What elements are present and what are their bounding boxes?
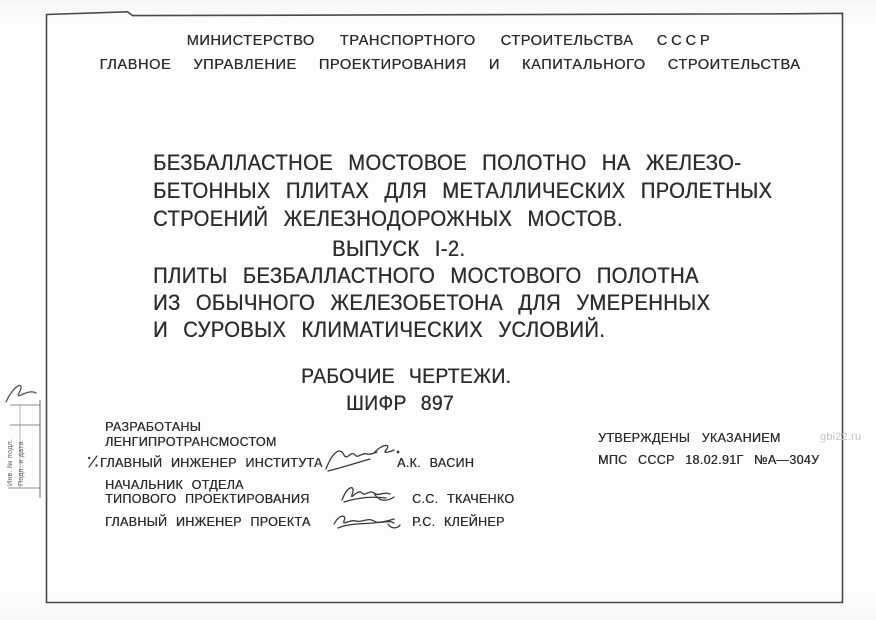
- ministry-suffix: СССР: [656, 32, 714, 49]
- title-line-3: СТРОЕНИЙ ЖЕЛЕЗНОДОРОЖНЫХ МОСТОВ.: [153, 206, 623, 231]
- approved-line-2: МПС СССР 18.02.91Г №А—304У: [598, 452, 820, 467]
- subtitle-line-1: ПЛИТЫ БЕЗБАЛЛАСТНОГО МОСТОВОГО ПОЛОТНА: [153, 263, 699, 288]
- issue-line: ВЫПУСК I-2.: [332, 236, 466, 261]
- margin-stamp-label-2: Подп. и дата: [18, 441, 25, 486]
- role-department-head-1: НАЧАЛЬНИК ОТДЕЛА: [105, 477, 244, 492]
- title-line-1: БЕЗБАЛЛАСТНОЕ МОСТОВОЕ ПОЛОТНО НА ЖЕЛЕЗО-: [153, 150, 742, 175]
- name-kleiner: Р.С. КЛЕЙНЕР: [412, 514, 505, 529]
- cipher-line: ШИФР 897: [346, 392, 454, 415]
- kleiner-signature: [330, 508, 404, 534]
- name-vasin: А.К. ВАСИН: [397, 455, 475, 470]
- directorate-text: ГЛАВНОЕ УПРАВЛЕНИЕ ПРОЕКТИРОВАНИЯ И КАПИТАЛЬНОГО СТРОИТЕЛЬСТВА: [99, 56, 801, 73]
- ministry-line: [62, 32, 838, 49]
- subtitle-line-2: ИЗ ОБЫЧНОГО ЖЕЛЕЗОБЕТОНА ДЛЯ УМЕРЕННЫХ: [153, 290, 711, 315]
- role-department-head-2: ТИПОВОГО ПРОЕКТИРОВАНИЯ: [105, 491, 310, 506]
- site-watermark: gbi22.ru: [820, 431, 862, 443]
- role-chief-project-engineer: ГЛАВНЫЙ ИНЖЕНЕР ПРОЕКТА: [105, 514, 311, 529]
- role-chief-engineer-institute: ГЛАВНЫЙ ИНЖЕНЕР ИНСТИТУТА: [100, 455, 323, 470]
- title-line-2: БЕТОННЫХ ПЛИТАХ ДЛЯ МЕТАЛЛИЧЕСКИХ ПРОЛЕТНЫХ: [153, 178, 773, 203]
- approved-line-1: УТВЕРЖДЕНЫ УКАЗАНИЕМ: [598, 430, 781, 445]
- name-tkachenko: С.С. ТКАЧЕНКО: [412, 491, 515, 506]
- margin-stamp-label-1: Инв. № подл.: [7, 438, 14, 486]
- check-mark-icon: [86, 454, 100, 470]
- subtitle-line-3: И СУРОВЫХ КЛИМАТИЧЕСКИХ УСЛОВИЙ.: [153, 317, 606, 342]
- ministry-text: МИНИСТЕРСТВО ТРАНСПОРТНОГО СТРОИТЕЛЬСТВА: [186, 32, 634, 49]
- directorate-line: [62, 56, 838, 73]
- margin-stamp: [0, 380, 46, 505]
- tkachenko-signature: [336, 478, 404, 506]
- developed-heading-1: РАЗРАБОТАНЫ: [105, 419, 202, 434]
- developed-heading-2: ЛЕНГИПРОТРАНСМОСТОМ: [105, 434, 277, 449]
- working-drawings-line: РАБОЧИЕ ЧЕРТЕЖИ.: [301, 365, 512, 388]
- vasin-signature: [322, 441, 402, 473]
